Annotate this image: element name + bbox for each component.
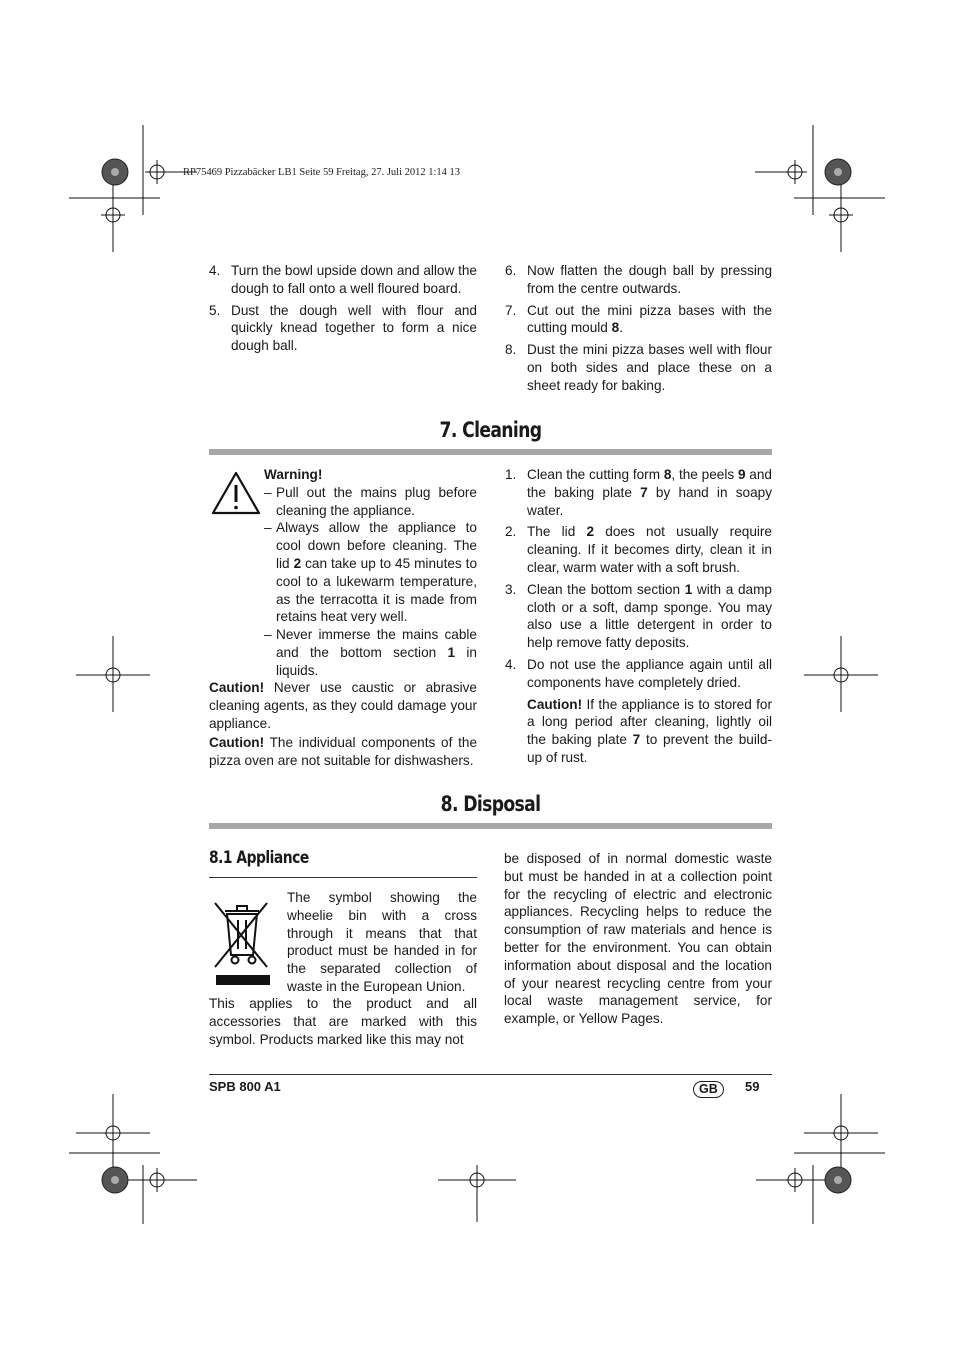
top-right-list [505, 262, 772, 395]
caution-abrasive: Caution! Never use caustic or abrasive cleaning agents, as they could damage your appliance. [209, 680, 477, 731]
list-item: 8. Dust the mini pizza bases well with flour on both sides and place these on a sheet ready for baking. [505, 342, 772, 393]
heading-bar [209, 449, 772, 455]
cleaning-heading: 7. Cleaning [439, 418, 542, 442]
list-item: 1. Clean the cutting form 8, the peels 9 and the baking plate 7 by hand in soapy water. [505, 467, 773, 518]
cleaning-steps [505, 466, 772, 767]
disposal-left-text: This applies to the product and all accessories that are marked with this symbol. Products marked like this may not [209, 996, 477, 1047]
list-item: 3. Clean the bottom section 1 with a damp cloth or a soft, damp sponge. You may also use a little detergent in order to help remove fatty deposits. [505, 581, 772, 651]
country-badge: GB [693, 1081, 724, 1098]
disposal-heading: 8. Disposal [440, 792, 541, 816]
print-slug: RP75469 Pizzabäcker LB1 Seite 59 Freitag, 27. Juli 2012 1:14 13 [183, 167, 461, 178]
subheading-rule [209, 877, 477, 878]
list-item: 4. Do not use the appliance again until all components have completely dried. [505, 656, 772, 690]
list-item: 6. Now flatten the dough ball by pressing from the centre outwards. [505, 263, 772, 296]
disposal-right-text: be disposed of in normal domestic waste but must be handed in at a collection point for the recycling of electric and electronic appliances. Recycling helps to reduce the consumption of raw materials and hence is better for the environment. You can obtain information about disposal and the location of your nearest recycling centre from your local waste management service, for example, or Yellow Pages. [504, 851, 772, 1027]
list-item: 2. The lid 2 does not usually require cleaning. If it becomes dirty, clean it in clear, warm water with a soft brush. [505, 524, 772, 575]
caution-dishwasher: Caution! The individual components of the pizza oven are not suitable for dishwashers. [209, 735, 477, 768]
appliance-subheading: 8.1 Appliance [209, 848, 309, 867]
list-item: 4. Turn the bowl upside down and allow the dough to fall onto a well floured board. [209, 263, 477, 296]
model-number: SPB 800 A1 [209, 1079, 281, 1094]
warning-block [264, 466, 477, 680]
list-item: – Always allow the appliance to cool down before cleaning. The lid 2 can take up to 45 minutes to cool to a lukewarm temperature, as the terracotta it is made from retains heat very well. [264, 520, 478, 625]
list-item: 5. Dust the dough well with flour and quickly knead together to form a nice dough ball. [209, 302, 477, 354]
list-item: – Never immerse the mains cable and the bottom section 1 in liquids. [264, 627, 477, 678]
footer-rule [209, 1074, 772, 1075]
warning-title: Warning! [264, 467, 323, 482]
list-item: 7. Cut out the mini pizza bases with the cutting mould 8. [505, 302, 772, 336]
top-left-list [209, 262, 477, 355]
crossed-wheelie-bin-icon [211, 897, 273, 987]
list-item: – Pull out the mains plug before cleaning the appliance. [264, 484, 477, 518]
warning-icon [210, 470, 262, 516]
weee-symbol-text: The symbol showing the wheelie bin with a cross through it means that that product must be handed in for the separated collection of waste in the European Union. [287, 890, 477, 994]
caution-storage: Caution! If the appliance is to stored for a long period after cleaning, lightly oil the baking plate 7 to prevent the build-up of rust. [527, 696, 772, 765]
heading-bar [209, 823, 772, 829]
page-number: 59 [745, 1079, 760, 1094]
